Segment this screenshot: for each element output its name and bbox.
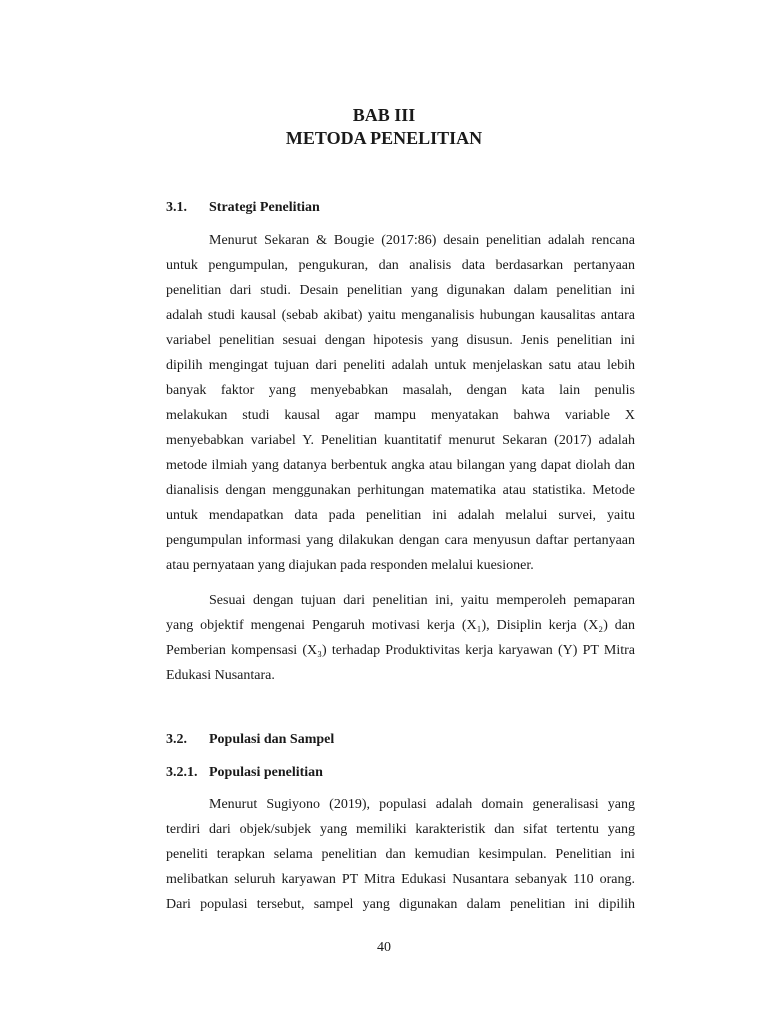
section-title: Populasi dan Sampel <box>209 732 335 747</box>
text-line: Menurut Sugiyono (2019), populasi adalah domain generalisasi yang <box>209 797 635 812</box>
text-line: penelitian dari studi. Desain penelitian yang digunakan dalam penelitian ini <box>166 283 635 298</box>
text-line: Edukasi Nusantara. <box>166 668 275 683</box>
text-line: Pemberian kompensasi (X₃) terhadap Produktivitas kerja karyawan (Y) PT Mitra <box>166 643 635 658</box>
subsection-title: Populasi penelitian <box>209 765 323 780</box>
page-number: 40 <box>377 940 391 955</box>
text-line: banyak faktor yang menyebabkan masalah, dengan kata lain penulis <box>166 383 635 398</box>
section-heading-3-1 <box>166 199 320 217</box>
text-line: dipilih mengingat tujuan dari peneliti adalah untuk menjelaskan satu atau lebih <box>166 358 635 373</box>
subsection-heading-3-2-1 <box>166 764 323 782</box>
text-line: untuk mendapatkan data pada penelitian ini adalah melalui survei, yaitu <box>166 508 635 523</box>
paragraph-strategi-1 <box>166 228 635 578</box>
text-line: metode ilmiah yang datanya berbentuk angka atau bilangan yang dapat diolah dan <box>166 458 635 473</box>
section-number: 3.2. <box>166 732 187 747</box>
paragraph-populasi-1 <box>166 792 635 917</box>
section-heading-3-2 <box>166 731 334 749</box>
text-line: Sesuai dengan tujuan dari penelitian ini, yaitu memperoleh pemaparan <box>209 593 635 608</box>
text-line: variabel penelitian sesuai dengan hipotesis yang disusun. Jenis penelitian ini <box>166 333 635 348</box>
text-line: terdiri dari objek/subjek yang memiliki karakteristik dan sifat tertentu yang <box>166 822 635 837</box>
chapter-title: METODA PENELITIAN <box>285 128 483 148</box>
text-line: untuk pengumpulan, pengukuran, dan analisis data berdasarkan pertanyaan <box>166 258 635 273</box>
section-title: Strategi Penelitian <box>209 200 320 215</box>
text-line: melibatkan seluruh karyawan PT Mitra Edukasi Nusantara sebanyak 110 orang. <box>166 872 635 887</box>
text-line: peneliti terapkan selama penelitian dan kemudian kesimpulan. Penelitian ini <box>166 847 635 862</box>
text-line: dianalisis dengan menggunakan perhitungan matematika atau statistika. Metode <box>166 483 635 498</box>
text-line: menyebabkan variabel Y. Penelitian kuantitatif menurut Sekaran (2017) adalah <box>166 433 635 448</box>
text-line: atau pernyataan yang diajukan pada responden melalui kuesioner. <box>166 558 534 573</box>
text-line: pengumpulan informasi yang dilakukan dengan cara menyusun daftar pertanyaan <box>166 533 635 548</box>
text-line: yang objektif mengenai Pengaruh motivasi kerja (X₁), Disiplin kerja (X₂) dan <box>166 618 635 633</box>
subsection-number: 3.2.1. <box>166 765 198 780</box>
chapter-number: BAB III <box>352 105 416 125</box>
text-line: Menurut Sekaran & Bougie (2017:86) desain penelitian adalah rencana <box>209 233 635 248</box>
section-number: 3.1. <box>166 200 187 215</box>
text-line: Dari populasi tersebut, sampel yang digunakan dalam penelitian ini dipilih <box>166 897 635 912</box>
text-line: adalah studi kausal (sebab akibat) yaitu menganalisis hubungan kausalitas antara <box>166 308 635 323</box>
paragraph-strategi-2 <box>166 588 635 688</box>
text-line: melakukan studi kausal agar mampu menyatakan bahwa variable X <box>166 408 635 423</box>
